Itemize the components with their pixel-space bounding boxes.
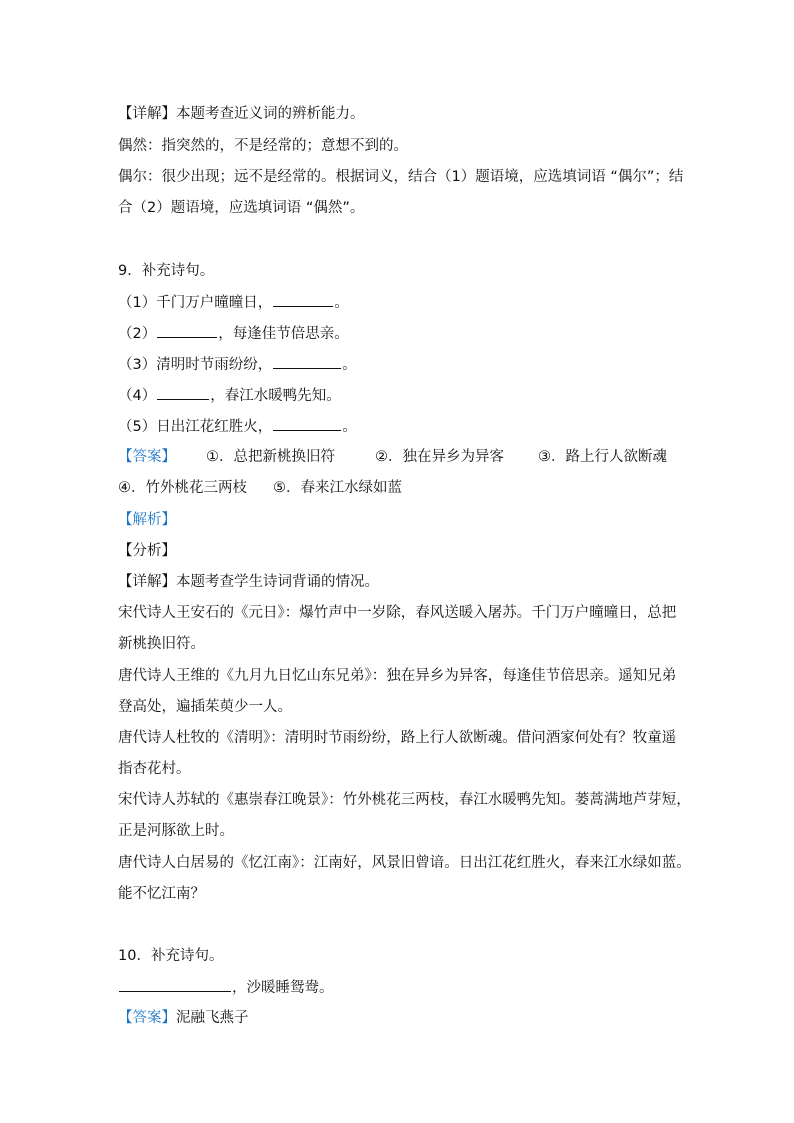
blank-line — [273, 292, 333, 307]
detail-line — [118, 104, 365, 124]
paragraph-line: 偶然：指突然的，不是经常的；意想不到的。 — [118, 138, 408, 154]
paragraph-line: 正是河豚欲上时。 — [118, 823, 234, 839]
answer-tag: 【答案】 — [118, 449, 176, 465]
fenxi-tag: 【分析】 — [118, 543, 176, 559]
detail-line — [118, 572, 379, 592]
paragraph-line: 唐代诗人白居易的《忆江南》：江南好，风景旧曾谙。日出江花红胜火，春来江水绿如蓝。 — [118, 855, 691, 871]
item-text: 。 — [342, 357, 357, 373]
fill-blank-item — [118, 292, 349, 313]
answer-line — [118, 478, 402, 498]
paragraph-line: 合（2）题语境，应选填词语 “偶然”。 — [118, 200, 365, 216]
answer-item: ①．总把新桃换旧符 — [206, 449, 335, 465]
detail-tag: 【详解】 — [118, 106, 176, 122]
answer-item: ④．竹外桃花三两枝 — [118, 480, 247, 496]
fill-blank-item — [118, 416, 357, 437]
item-text: （4） — [118, 388, 157, 404]
item-text: （3）清明时节雨纷纷， — [118, 357, 273, 373]
blank-line — [273, 354, 341, 369]
fill-blank-item — [118, 323, 349, 344]
blank-line — [119, 977, 231, 992]
item-text: ，春江水暖鸭先知。 — [210, 388, 341, 404]
fill-blank-item — [118, 354, 357, 375]
paragraph-line: 宋代诗人苏轼的《惠崇春江晚景》：竹外桃花三两枝，春江水暖鸭先知。蒌蒿满地芦芽短， — [118, 792, 691, 808]
answer-item: 泥融飞燕子 — [176, 1010, 249, 1026]
paragraph-line: 偶尔：很少出现；远不是经常的。根据词义，结合（1）题语境，应选填词语 “偶尔”；结 — [118, 169, 684, 185]
answer-item: ③．路上行人欲断魂 — [538, 449, 667, 465]
paragraph-line: 能不忆江南？ — [118, 886, 205, 902]
paragraph-line: 宋代诗人王安石的《元日》：爆竹声中一岁除，春风送暖入屠苏。千门万户曈曈日，总把 — [118, 605, 677, 621]
paragraph-line: 指杏花村。 — [118, 761, 191, 777]
blank-line — [273, 416, 341, 431]
answer-item: ⑤．春来江水绿如蓝 — [273, 480, 402, 496]
item-text: ，沙暖睡鸳鸯。 — [232, 980, 334, 996]
detail-tag: 【详解】 — [118, 574, 176, 590]
item-text: （2） — [118, 326, 157, 342]
analysis-tag: 【解析】 — [118, 512, 176, 528]
blank-line — [157, 385, 209, 400]
question-title: 9．补充诗句。 — [118, 263, 215, 279]
paragraph-line: 登高处，遍插茱萸少一人。 — [118, 699, 292, 715]
answer-tag: 【答案】 — [118, 1010, 176, 1026]
fill-blank-item — [118, 385, 341, 406]
fill-blank-item — [118, 977, 334, 998]
answer-line — [118, 1008, 249, 1028]
item-text: ，每逢佳节倍思亲。 — [218, 326, 349, 342]
paragraph-line: 唐代诗人王维的《九月九日忆山东兄弟》：独在异乡为异客，每逢佳节倍思亲。遥知兄弟 — [118, 668, 677, 684]
answer-item: ②．独在异乡为异客 — [375, 449, 504, 465]
detail-text: 本题考查近义词的辨析能力。 — [176, 106, 365, 122]
detail-text: 本题考查学生诗词背诵的情况。 — [176, 574, 379, 590]
question-title: 10．补充诗句。 — [118, 948, 224, 964]
paragraph-line: 新桃换旧符。 — [118, 636, 205, 652]
item-text: 。 — [334, 295, 349, 311]
item-text: 。 — [342, 419, 357, 435]
item-text: （5）日出江花红胜火， — [118, 419, 273, 435]
blank-line — [157, 323, 217, 338]
answer-line — [118, 447, 667, 467]
paragraph-line: 唐代诗人杜牧的《清明》：清明时节雨纷纷，路上行人欲断魂。借问酒家何处有？牧童遥 — [118, 730, 677, 746]
item-text: （1）千门万户曈曈日， — [118, 295, 273, 311]
